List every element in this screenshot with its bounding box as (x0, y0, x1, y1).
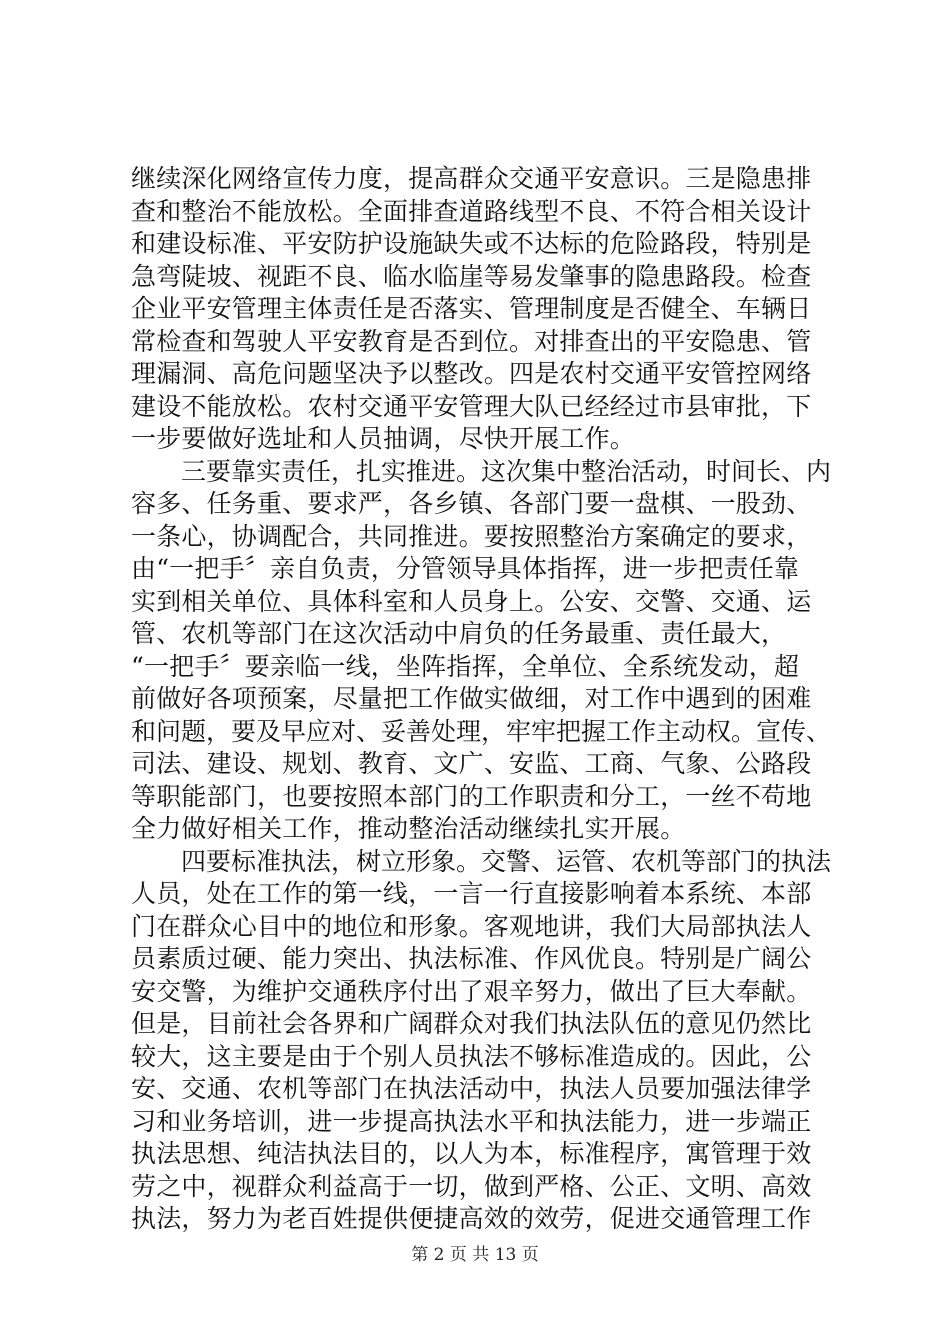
text-line: “一把手〞要亲临一线，坐阵指挥，全单位、全系统发动，超 (131, 651, 800, 681)
text-line: 四要标准执法，树立形象。交警、运管、农机等部门的执法 (131, 846, 832, 876)
text-line: 人员，处在工作的第一线，一言一行直接影响着本系统、本部 (131, 879, 812, 908)
text-line: 执法思想、纯洁执法目的，以人为本，标准程序，寓管理于效 (131, 1139, 812, 1168)
text-line: 容多、任务重、要求严，各乡镇、各部门要一盘棋、一股劲、 (131, 489, 812, 518)
text-line: 但是，目前社会各界和广阔群众对我们执法队伍的意见仍然比 (131, 1009, 812, 1038)
text-line: 建设不能放松。农村交通平安管理大队已经经过市县审批，下 (131, 391, 812, 421)
text-line: 继续深化网络宣传力度，提高群众交通平安意识。三是隐患排 (131, 164, 812, 193)
page-number: 第 2 页 共 13 页 (411, 1245, 539, 1265)
text-line: 安、交通、农机等部门在执法活动中，执法人员要加强法律学 (131, 1074, 812, 1103)
text-line: 安交警，为维护交通秩序付出了艰辛努力，做出了巨大奉献。 (131, 976, 812, 1006)
text-line: 三要靠实责任，扎实推进。这次集中整治活动，时间长、内 (131, 456, 832, 486)
text-line: 一步要做好选址和人员抽调，尽快开展工作。 (131, 424, 636, 453)
text-line: 理漏洞、高危问题坚决予以整改。四是农村交通平安管控网络 (131, 359, 812, 388)
text-line: 司法、建设、规划、教育、文广、安监、工商、气象、公路段 (131, 749, 812, 778)
text-line: 执法，努力为老百姓提供便捷高效的效劳，促进交通管理工作 (131, 1204, 812, 1233)
text-line: 和问题，要及早应对、妥善处理，牢牢把握工作主动权。宣传、 (131, 716, 832, 746)
text-line: 管、农机等部门在这次活动中肩负的任务最重、责任最大， (131, 619, 787, 648)
text-line: 习和业务培训，进一步提高执法水平和执法能力，进一步端正 (131, 1106, 812, 1136)
text-line: 由“一把手〞亲自负责，分管领导具体指挥，进一步把责任靠 (131, 554, 800, 583)
text-line: 门在群众心目中的地位和形象。客观地讲，我们大局部执法人 (131, 911, 812, 941)
text-line: 全力做好相关工作，推动整治活动继续扎实开展。 (131, 814, 686, 843)
text-line: 实到相关单位、具体科室和人员身上。公安、交警、交通、运 (131, 586, 812, 616)
text-line: 查和整治不能放松。全面排查道路线型不良、不符合相关设计 (131, 196, 812, 226)
text-line: 前做好各项预案，尽量把工作做实做细，对工作中遇到的困难 (131, 684, 812, 713)
text-line: 较大，这主要是由于个别人员执法不够标准造成的。因此，公 (131, 1041, 812, 1071)
text-line: 和建设标准、平安防护设施缺失或不达标的危险路段，特别是 (131, 229, 812, 258)
text-line: 劳之中，视群众利益高于一切，做到严格、公正、文明、高效 (131, 1171, 812, 1201)
text-line: 一条心，协调配合，共同推进。要按照整治方案确定的要求， (131, 521, 812, 551)
text-line: 等职能部门，也要按照本部门的工作职责和分工，一丝不苟地 (131, 781, 812, 811)
text-line: 企业平安管理主体责任是否落实、管理制度是否健全、车辆日 (131, 294, 812, 323)
text-line: 急弯陡坡、视距不良、临水临崖等易发肇事的隐患路段。检查 (131, 261, 812, 291)
text-line: 常检查和驾驶人平安教育是否到位。对排查出的平安隐患、管 (131, 326, 812, 356)
page-footer (0, 1240, 950, 1265)
text-line: 员素质过硬、能力突出、执法标准、作风优良。特别是广阔公 (131, 944, 812, 973)
document-body (131, 163, 831, 1236)
